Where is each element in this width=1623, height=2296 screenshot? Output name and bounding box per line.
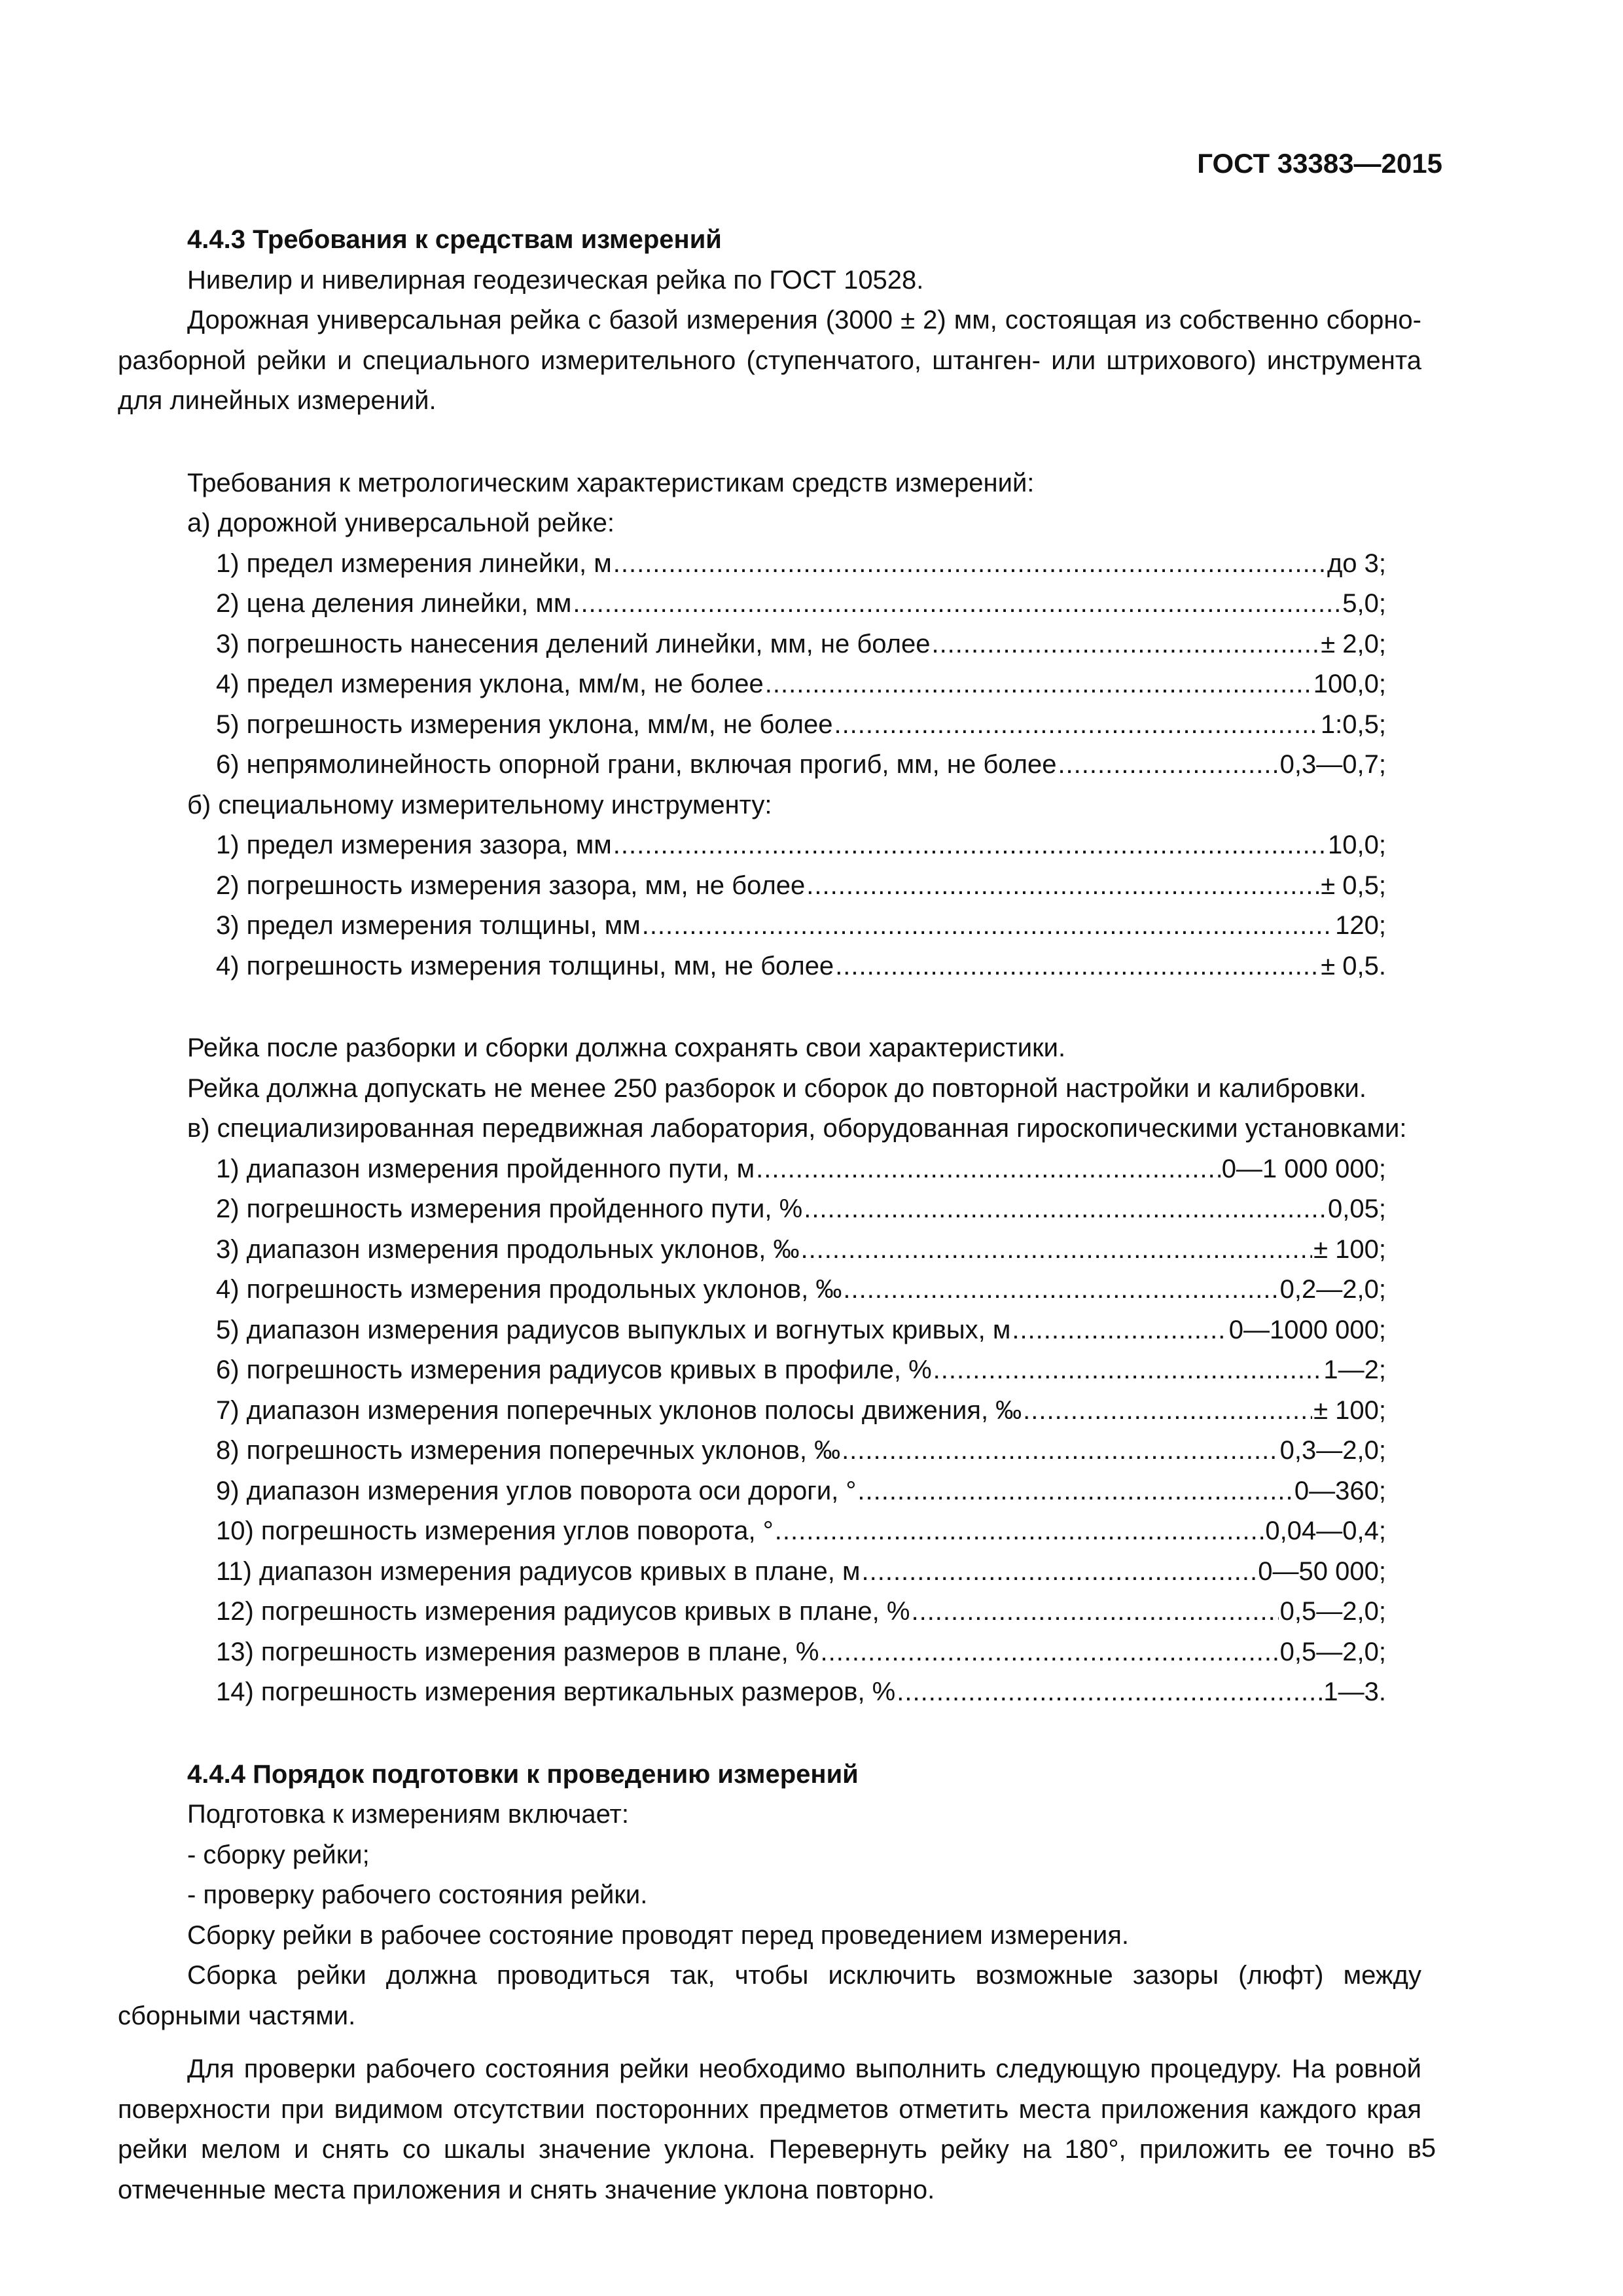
list-item <box>216 1552 1386 1592</box>
list-item <box>216 1632 1386 1673</box>
list-item: - сборку рейки; <box>187 1840 370 1869</box>
item-label: 6) непрямолинейность опорной грани, включая прогиб, мм, не более <box>216 750 1057 779</box>
item-label: 5) погрешность измерения уклона, мм/м, не более <box>216 709 833 739</box>
item-label: 3) погрешность нанесения делений линейки, мм, не более <box>216 629 931 658</box>
list-item <box>216 664 1386 705</box>
item-value: 0,5—2,0; <box>1279 1637 1386 1666</box>
list-item: - проверку рабочего состояния рейки. <box>187 1880 648 1909</box>
item-label: 4) погрешность измерения толщины, мм, не более <box>216 951 834 980</box>
list-item <box>216 1230 1386 1270</box>
item-label: 5) диапазон измерения радиусов выпуклых и вогнутых кривых, м <box>216 1315 1011 1344</box>
item-label: 1) диапазон измерения пройденного пути, м <box>216 1154 755 1183</box>
item-label: 7) диапазон измерения поперечных уклонов полосы движения, ‰ <box>216 1395 1022 1425</box>
list-item <box>216 866 1386 906</box>
list-item <box>216 825 1386 866</box>
item-value: до 3; <box>1327 548 1386 578</box>
list-item <box>216 1431 1386 1471</box>
list-item <box>216 946 1386 987</box>
item-value: 0—1000 000; <box>1228 1315 1386 1344</box>
list-a-title: а) дорожной универсальной рейке: <box>187 509 615 537</box>
list-item <box>216 544 1386 584</box>
doc-code: ГОСТ 33383—2015 <box>1197 148 1442 179</box>
list-item <box>216 1511 1386 1552</box>
item-label: 3) предел измерения толщины, мм <box>216 911 641 940</box>
item-label: 2) цена деления линейки, мм <box>216 589 572 618</box>
item-value: ± 0,5. <box>1321 951 1386 980</box>
item-label: 9) диапазон измерения углов поворота оси дороги, ° <box>216 1476 857 1505</box>
list-item <box>216 745 1386 785</box>
paragraph: Рейка должна допускать не менее 250 разборок и сборок до повторной настройки и калибровки. <box>187 1073 1366 1103</box>
list-item <box>216 1471 1386 1512</box>
item-value: 0—360; <box>1294 1476 1386 1505</box>
item-label: 6) погрешность измерения радиусов кривых в профиле, % <box>216 1355 932 1384</box>
item-label: 13) погрешность измерения размеров в плане, % <box>216 1637 819 1666</box>
item-value: 10,0; <box>1328 831 1386 859</box>
item-value: 5,0; <box>1342 589 1386 618</box>
item-value: 100,0; <box>1313 670 1386 698</box>
list-item <box>216 1149 1386 1190</box>
list-item <box>216 1310 1386 1351</box>
item-label: 2) погрешность измерения зазора, мм, не более <box>216 870 806 900</box>
item-value: ± 0,5; <box>1321 870 1386 900</box>
page-number: 5 <box>1421 2134 1436 2162</box>
item-value: 0,05; <box>1328 1194 1386 1223</box>
item-value: 0,3—2,0; <box>1279 1436 1386 1465</box>
item-label: 4) предел измерения уклона, мм/м, не более <box>216 670 764 698</box>
item-label: 3) диапазон измерения продольных уклонов, ‰ <box>216 1234 800 1264</box>
list-item <box>216 1672 1386 1713</box>
section-444-heading: 4.4.4 Порядок подготовки к проведению измерений <box>187 1759 859 1789</box>
paragraph: Сборку рейки в рабочее состояние проводят перед проведением измерения. <box>187 1920 1130 1950</box>
list-item <box>216 1189 1386 1230</box>
paragraph: Дорожная универсальная рейка с базой измерения (3000 ± 2) мм, состоящая из собственно сборно-разборной рейки и специального измерительного (ступенчатого, штанген- или штрихового) инструмента для линейных измерений. <box>118 306 1421 415</box>
item-label: 8) погрешность измерения поперечных уклонов, ‰ <box>216 1436 841 1465</box>
list-c-title: в) специализированная передвижная лаборатория, оборудованная гироскопическими установками: <box>187 1114 1407 1143</box>
item-label: 1) предел измерения линейки, м <box>216 548 612 578</box>
page-body <box>118 220 1421 2210</box>
list-item <box>216 1592 1386 1632</box>
list-item <box>216 705 1386 745</box>
item-value: 0,3—0,7; <box>1279 750 1386 779</box>
paragraph: Требования к метрологическим характеристикам средств измерений: <box>187 468 1035 497</box>
item-value: 1—2; <box>1323 1355 1386 1384</box>
item-value: 0,04—0,4; <box>1265 1516 1386 1545</box>
section-443-heading: 4.4.3 Требования к средствам измерений <box>187 225 722 254</box>
list-item <box>216 1270 1386 1310</box>
item-value: ± 100; <box>1313 1395 1386 1425</box>
item-value: ± 100; <box>1313 1234 1386 1264</box>
item-label: 11) диапазон измерения радиусов кривых в плане, м <box>216 1556 861 1586</box>
paragraph: Подготовка к измерениям включает: <box>187 1800 629 1829</box>
item-value: 0,2—2,0; <box>1279 1275 1386 1304</box>
item-label: 4) погрешность измерения продольных уклонов, ‰ <box>216 1275 842 1304</box>
paragraph: Нивелир и нивелирная геодезическая рейка по ГОСТ 10528. <box>187 265 924 295</box>
item-value: 0—50 000; <box>1258 1556 1386 1586</box>
list-item <box>216 584 1386 624</box>
item-value: 0,5—2,0; <box>1279 1597 1386 1626</box>
item-value: ± 2,0; <box>1321 629 1386 658</box>
item-label: 2) погрешность измерения пройденного пути, % <box>216 1194 803 1223</box>
item-label: 12) погрешность измерения радиусов кривых в плане, % <box>216 1597 910 1626</box>
paragraph: Сборка рейки должна проводиться так, чтобы исключить возможные зазоры (люфт) между сборными частями. <box>118 1961 1421 2030</box>
list-item <box>216 1391 1386 1431</box>
paragraph: Для проверки рабочего состояния рейки необходимо выполнить следующую процедуру. На ровной поверхности при видимом отсутствии посторонних предметов отметить места приложения каждого края рейки мелом и снять со шкалы значение уклона. Перевернуть рейку на 180°, приложить ее точно в отмеченные места приложения и снять значение уклона повторно. <box>118 2054 1421 2204</box>
item-label: 14) погрешность измерения вертикальных размеров, % <box>216 1677 896 1706</box>
item-value: 0—1 000 000; <box>1221 1154 1386 1183</box>
list-item <box>216 624 1386 665</box>
list-b-title: б) специальному измерительному инструменту: <box>187 790 772 819</box>
list-item <box>216 1350 1386 1391</box>
item-label: 10) погрешность измерения углов поворота, ° <box>216 1516 774 1545</box>
item-value: 1:0,5; <box>1320 709 1386 739</box>
item-label: 1) предел измерения зазора, мм <box>216 831 612 859</box>
paragraph: Рейка после разборки и сборки должна сохранять свои характеристики. <box>187 1033 1066 1062</box>
list-item <box>216 906 1386 946</box>
item-value: 120; <box>1335 911 1386 940</box>
item-value: 1—3. <box>1323 1677 1386 1706</box>
